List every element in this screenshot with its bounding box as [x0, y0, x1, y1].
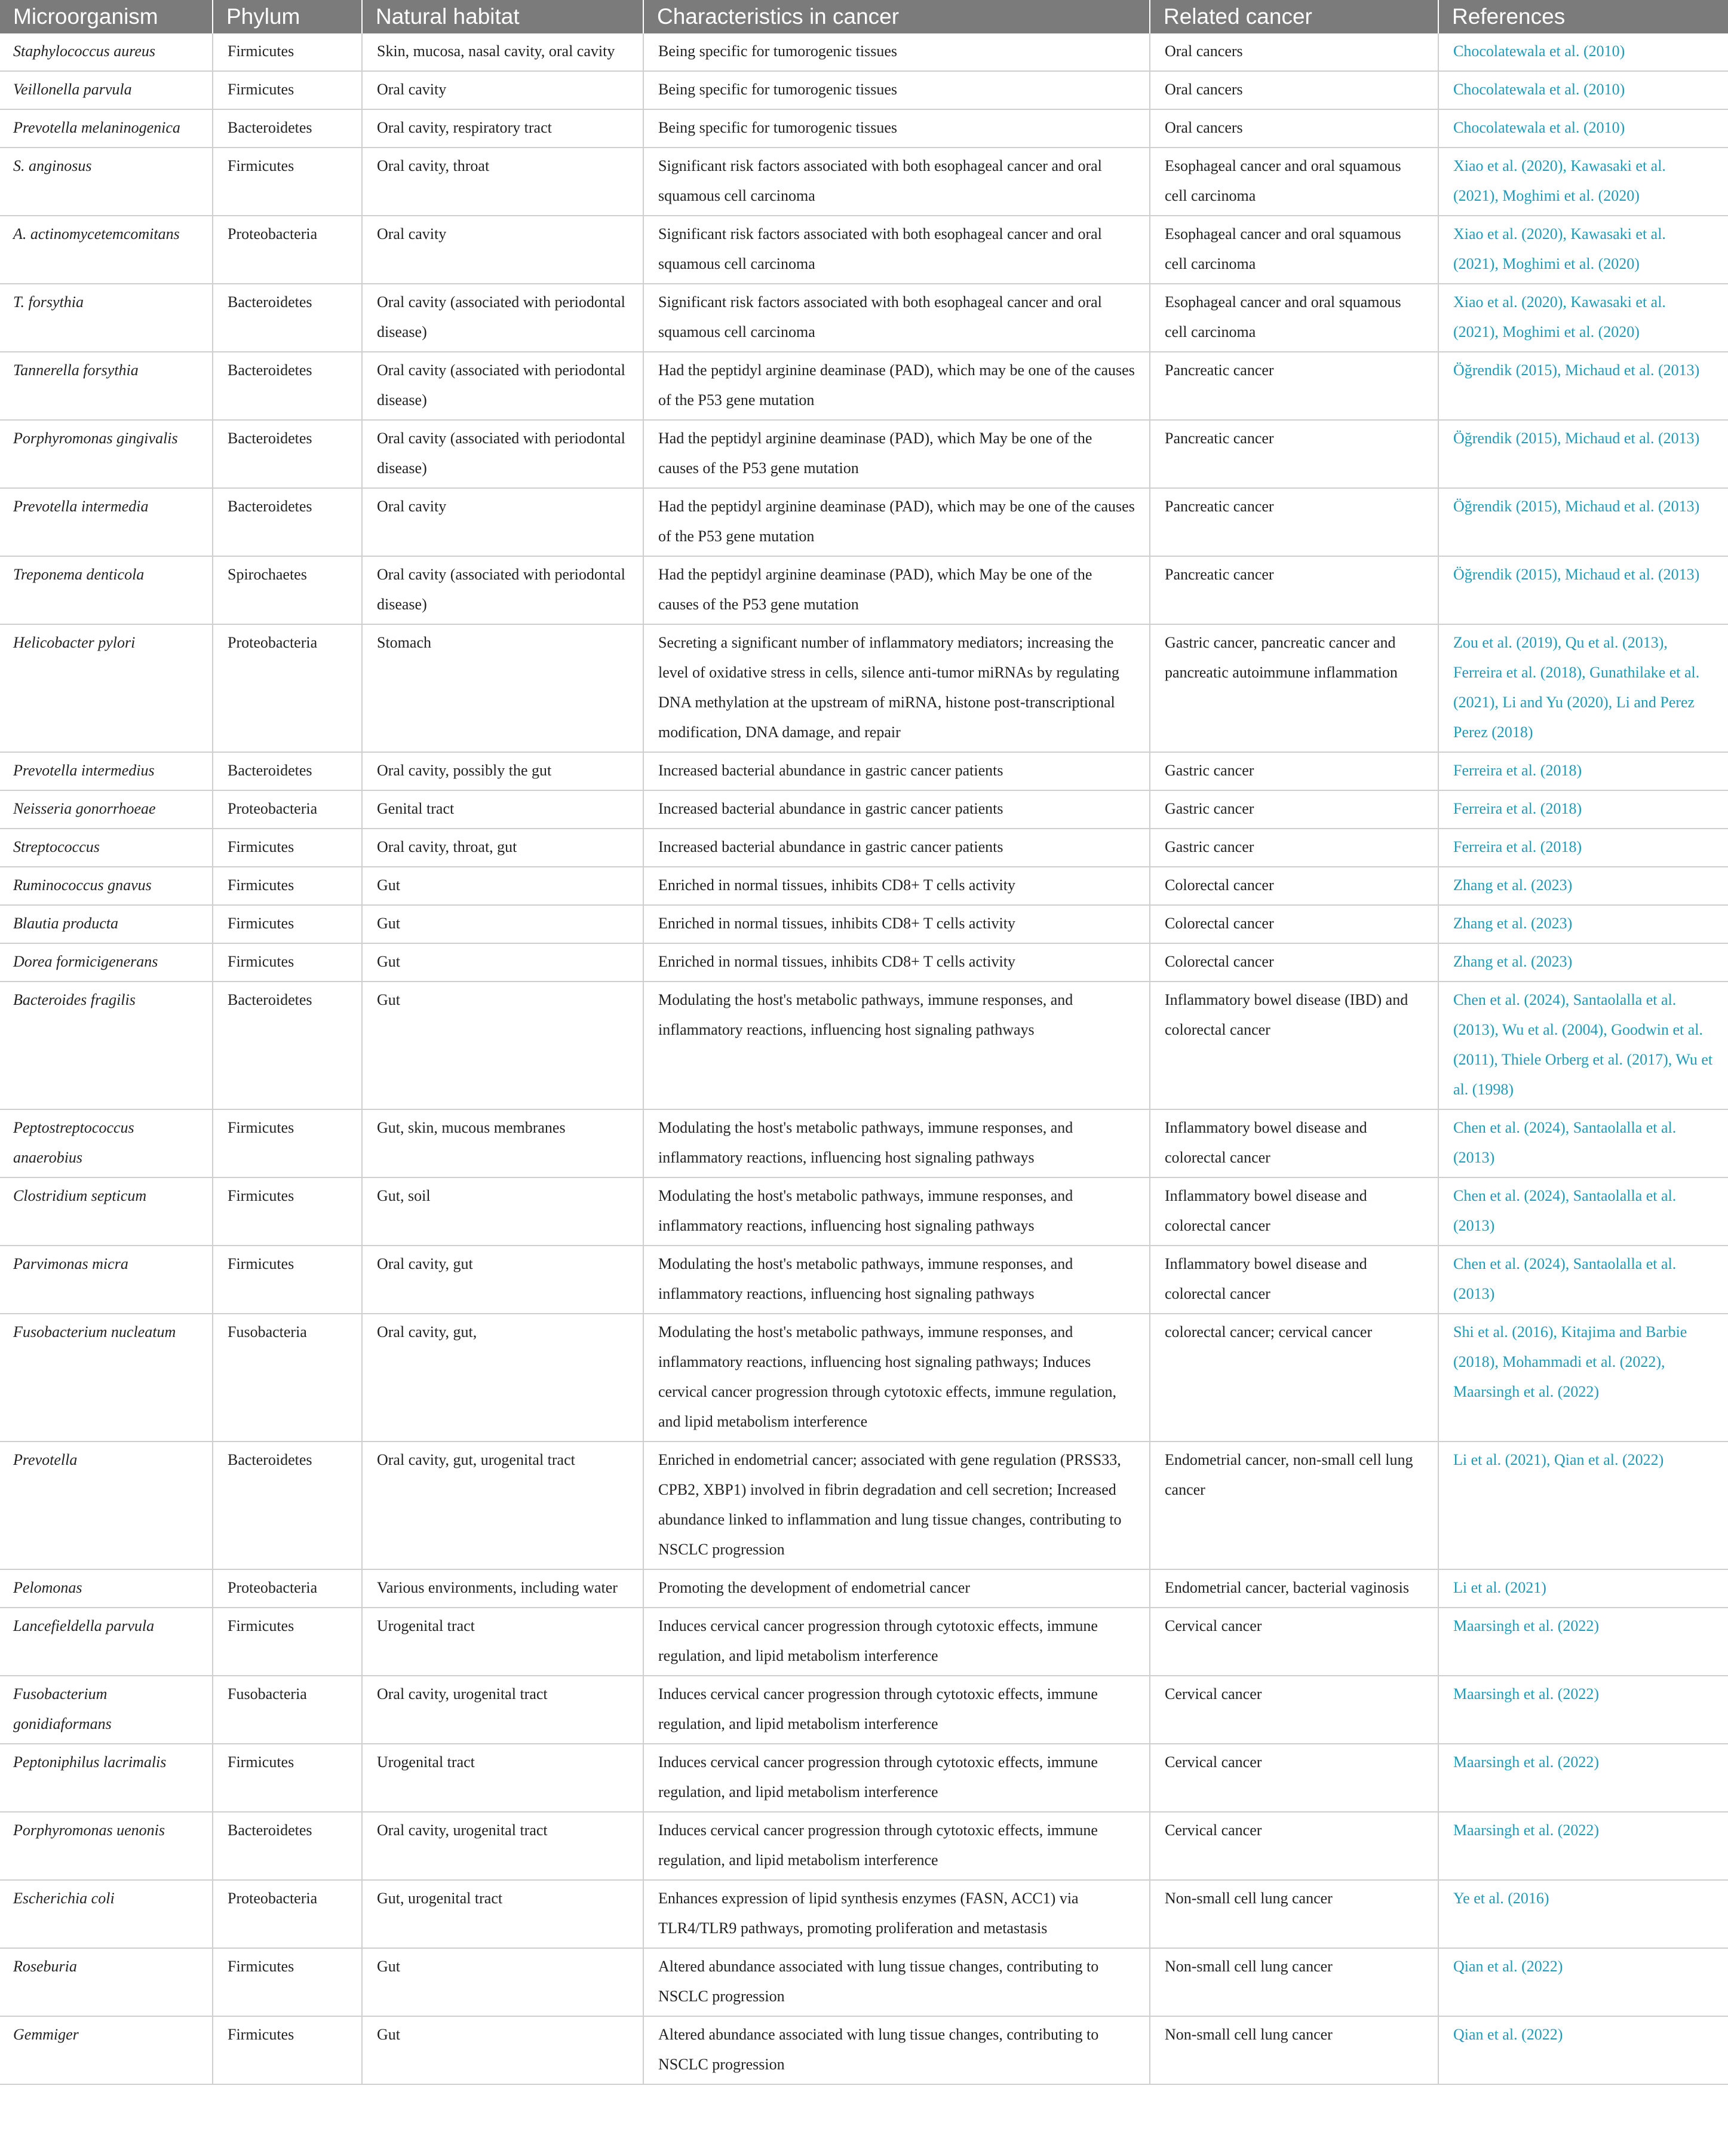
references-link[interactable]: Chocolatewala et al. (2010): [1438, 109, 1728, 148]
microorganism-cell: Ruminococcus gnavus: [0, 867, 213, 905]
characteristics-cell: Increased bacterial abundance in gastric cancer patients: [643, 829, 1150, 867]
table-row: [0, 1442, 1728, 1569]
characteristics-cell: Had the peptidyl arginine deaminase (PAD), which May be one of the causes of the P53 gene mutation: [643, 556, 1150, 624]
table-row: [0, 1177, 1728, 1246]
references-link[interactable]: Xiao et al. (2020), Kawasaki et al. (2021), Moghimi et al. (2020): [1438, 216, 1728, 284]
microorganism-cell: Helicobacter pylori: [0, 624, 213, 752]
phylum-cell: Bacteroidetes: [213, 752, 362, 790]
header-references: References: [1438, 0, 1728, 33]
related-cancer-cell: Colorectal cancer: [1150, 905, 1438, 943]
habitat-cell: Urogenital tract: [362, 1744, 643, 1812]
phylum-cell: Bacteroidetes: [213, 420, 362, 488]
phylum-cell: Firmicutes: [213, 829, 362, 867]
references-link[interactable]: Li et al. (2021): [1438, 1569, 1728, 1608]
habitat-cell: Oral cavity, throat, gut: [362, 829, 643, 867]
habitat-cell: Oral cavity, throat: [362, 148, 643, 216]
table-row: [0, 1880, 1728, 1948]
phylum-cell: Proteobacteria: [213, 624, 362, 752]
references-link[interactable]: Qian et al. (2022): [1438, 1948, 1728, 2016]
references-link[interactable]: Maarsingh et al. (2022): [1438, 1608, 1728, 1676]
references-link[interactable]: Qian et al. (2022): [1438, 2016, 1728, 2084]
microorganism-cell: T. forsythia: [0, 284, 213, 352]
related-cancer-cell: Gastric cancer: [1150, 829, 1438, 867]
table-row: [0, 905, 1728, 943]
phylum-cell: Spirochaetes: [213, 556, 362, 624]
habitat-cell: Oral cavity, urogenital tract: [362, 1676, 643, 1744]
references-link[interactable]: Chen et al. (2024), Santaolalla et al. (2013): [1438, 1109, 1728, 1177]
related-cancer-cell: Colorectal cancer: [1150, 867, 1438, 905]
references-link[interactable]: Öğrendik (2015), Michaud et al. (2013): [1438, 420, 1728, 488]
phylum-cell: Proteobacteria: [213, 1569, 362, 1608]
table-row: [0, 790, 1728, 829]
table-row: [0, 943, 1728, 982]
phylum-cell: Firmicutes: [213, 1246, 362, 1314]
characteristics-cell: Enhances expression of lipid synthesis enzymes (FASN, ACC1) via TLR4/TLR9 pathways, promoting proliferation and metastasis: [643, 1880, 1150, 1948]
habitat-cell: Gut: [362, 905, 643, 943]
microorganism-cell: Prevotella intermedius: [0, 752, 213, 790]
habitat-cell: Oral cavity, urogenital tract: [362, 1812, 643, 1880]
microorganism-cell: Gemmiger: [0, 2016, 213, 2084]
related-cancer-cell: Esophageal cancer and oral squamous cell carcinoma: [1150, 284, 1438, 352]
microorganism-cell: Blautia producta: [0, 905, 213, 943]
phylum-cell: Bacteroidetes: [213, 982, 362, 1109]
references-link[interactable]: Maarsingh et al. (2022): [1438, 1676, 1728, 1744]
related-cancer-cell: Colorectal cancer: [1150, 943, 1438, 982]
references-link[interactable]: Maarsingh et al. (2022): [1438, 1812, 1728, 1880]
references-link[interactable]: Öğrendik (2015), Michaud et al. (2013): [1438, 488, 1728, 556]
microorganism-cell: Dorea formicigenerans: [0, 943, 213, 982]
references-link[interactable]: Xiao et al. (2020), Kawasaki et al. (2021), Moghimi et al. (2020): [1438, 284, 1728, 352]
table-row: [0, 1608, 1728, 1676]
habitat-cell: Gut: [362, 982, 643, 1109]
phylum-cell: Bacteroidetes: [213, 488, 362, 556]
table-row: [0, 420, 1728, 488]
phylum-cell: Fusobacteria: [213, 1676, 362, 1744]
phylum-cell: Firmicutes: [213, 1608, 362, 1676]
habitat-cell: Various environments, including water: [362, 1569, 643, 1608]
characteristics-cell: Significant risk factors associated with both esophageal cancer and oral squamous cell carcinoma: [643, 148, 1150, 216]
phylum-cell: Proteobacteria: [213, 790, 362, 829]
phylum-cell: Proteobacteria: [213, 216, 362, 284]
microorganism-cell: Pelomonas: [0, 1569, 213, 1608]
references-link[interactable]: Öğrendik (2015), Michaud et al. (2013): [1438, 352, 1728, 420]
characteristics-cell: Induces cervical cancer progression through cytotoxic effects, immune regulation, and lipid metabolism interference: [643, 1608, 1150, 1676]
characteristics-cell: Had the peptidyl arginine deaminase (PAD), which may be one of the causes of the P53 gene mutation: [643, 352, 1150, 420]
header-row: [0, 0, 1728, 33]
related-cancer-cell: Gastric cancer, pancreatic cancer and pancreatic autoimmune inflammation: [1150, 624, 1438, 752]
characteristics-cell: Altered abundance associated with lung tissue changes, contributing to NSCLC progression: [643, 2016, 1150, 2084]
table-row: [0, 1744, 1728, 1812]
table-row: [0, 1314, 1728, 1442]
phylum-cell: Firmicutes: [213, 148, 362, 216]
phylum-cell: Firmicutes: [213, 867, 362, 905]
related-cancer-cell: Pancreatic cancer: [1150, 352, 1438, 420]
microorganism-cell: Bacteroides fragilis: [0, 982, 213, 1109]
related-cancer-cell: Cervical cancer: [1150, 1744, 1438, 1812]
phylum-cell: Bacteroidetes: [213, 352, 362, 420]
references-link[interactable]: Zhang et al. (2023): [1438, 867, 1728, 905]
habitat-cell: Oral cavity, possibly the gut: [362, 752, 643, 790]
table-row: [0, 71, 1728, 109]
habitat-cell: Oral cavity (associated with periodontal disease): [362, 284, 643, 352]
microorganism-cell: Peptostreptococcus anaerobius: [0, 1109, 213, 1177]
microorganism-cell: Peptoniphilus lacrimalis: [0, 1744, 213, 1812]
table-row: [0, 33, 1728, 71]
characteristics-cell: Modulating the host's metabolic pathways, immune responses, and inflammatory reactions, influencing host signaling pathways: [643, 1109, 1150, 1177]
header-characteristics: Characteristics in cancer: [643, 0, 1150, 33]
related-cancer-cell: Endometrial cancer, non-small cell lung cancer: [1150, 1442, 1438, 1569]
habitat-cell: Oral cavity: [362, 216, 643, 284]
related-cancer-cell: Gastric cancer: [1150, 752, 1438, 790]
references-link[interactable]: Zhang et al. (2023): [1438, 943, 1728, 982]
habitat-cell: Oral cavity, gut,: [362, 1314, 643, 1442]
microorganism-cell: Veillonella parvula: [0, 71, 213, 109]
related-cancer-cell: Cervical cancer: [1150, 1812, 1438, 1880]
related-cancer-cell: Endometrial cancer, bacterial vaginosis: [1150, 1569, 1438, 1608]
table-row: [0, 2016, 1728, 2084]
references-link[interactable]: Chen et al. (2024), Santaolalla et al. (2013), Wu et al. (2004), Goodwin et al. (2011), Thiele Orberg et al. (2017), Wu et al. (1998): [1438, 982, 1728, 1109]
related-cancer-cell: Pancreatic cancer: [1150, 556, 1438, 624]
related-cancer-cell: Pancreatic cancer: [1150, 488, 1438, 556]
phylum-cell: Proteobacteria: [213, 1880, 362, 1948]
microorganism-cell: Roseburia: [0, 1948, 213, 2016]
microorganism-cell: Fusobacterium gonidiaformans: [0, 1676, 213, 1744]
header-phylum: Phylum: [213, 0, 362, 33]
table-row: [0, 752, 1728, 790]
table-row: [0, 148, 1728, 216]
microorganism-cell: A. actinomycetemcomitans: [0, 216, 213, 284]
habitat-cell: Gut, urogenital tract: [362, 1880, 643, 1948]
related-cancer-cell: Inflammatory bowel disease and colorectal cancer: [1150, 1109, 1438, 1177]
microorganism-cell: Parvimonas micra: [0, 1246, 213, 1314]
references-link[interactable]: Chocolatewala et al. (2010): [1438, 33, 1728, 71]
habitat-cell: Oral cavity, gut, urogenital tract: [362, 1442, 643, 1569]
habitat-cell: Gut: [362, 943, 643, 982]
microorganism-cell: Lancefieldella parvula: [0, 1608, 213, 1676]
habitat-cell: Oral cavity (associated with periodontal disease): [362, 420, 643, 488]
phylum-cell: Firmicutes: [213, 1177, 362, 1246]
table-row: [0, 1109, 1728, 1177]
table-row: [0, 488, 1728, 556]
habitat-cell: Gut: [362, 867, 643, 905]
characteristics-cell: Significant risk factors associated with both esophageal cancer and oral squamous cell carcinoma: [643, 284, 1150, 352]
microorganism-cell: Fusobacterium nucleatum: [0, 1314, 213, 1442]
table-row: [0, 556, 1728, 624]
characteristics-cell: Significant risk factors associated with both esophageal cancer and oral squamous cell carcinoma: [643, 216, 1150, 284]
references-link[interactable]: Li et al. (2021), Qian et al. (2022): [1438, 1442, 1728, 1569]
habitat-cell: Genital tract: [362, 790, 643, 829]
microorganism-cell: Porphyromonas gingivalis: [0, 420, 213, 488]
microorganism-cell: Prevotella melaninogenica: [0, 109, 213, 148]
table-row: [0, 352, 1728, 420]
characteristics-cell: Being specific for tumorogenic tissues: [643, 33, 1150, 71]
microorganism-cell: Tannerella forsythia: [0, 352, 213, 420]
phylum-cell: Firmicutes: [213, 2016, 362, 2084]
phylum-cell: Fusobacteria: [213, 1314, 362, 1442]
references-link[interactable]: Chen et al. (2024), Santaolalla et al. (2013): [1438, 1177, 1728, 1246]
related-cancer-cell: Oral cancers: [1150, 109, 1438, 148]
phylum-cell: Firmicutes: [213, 943, 362, 982]
references-link[interactable]: Ferreira et al. (2018): [1438, 752, 1728, 790]
characteristics-cell: Modulating the host's metabolic pathways, immune responses, and inflammatory reactions, influencing host signaling pathways: [643, 1177, 1150, 1246]
header-related-cancer: Related cancer: [1150, 0, 1438, 33]
table-row: [0, 1246, 1728, 1314]
habitat-cell: Oral cavity (associated with periodontal disease): [362, 352, 643, 420]
references-link[interactable]: Chen et al. (2024), Santaolalla et al. (2013): [1438, 1246, 1728, 1314]
characteristics-cell: Induces cervical cancer progression through cytotoxic effects, immune regulation, and lipid metabolism interference: [643, 1744, 1150, 1812]
microorganism-cell: Escherichia coli: [0, 1880, 213, 1948]
habitat-cell: Oral cavity, respiratory tract: [362, 109, 643, 148]
phylum-cell: Bacteroidetes: [213, 1812, 362, 1880]
characteristics-cell: Induces cervical cancer progression through cytotoxic effects, immune regulation, and lipid metabolism interference: [643, 1676, 1150, 1744]
related-cancer-cell: Non-small cell lung cancer: [1150, 1948, 1438, 2016]
microorganism-cell: Clostridium septicum: [0, 1177, 213, 1246]
habitat-cell: Urogenital tract: [362, 1608, 643, 1676]
table-body: [0, 33, 1728, 2084]
table-row: [0, 1676, 1728, 1744]
header-natural-habitat: Natural habitat: [362, 0, 643, 33]
table-row: [0, 216, 1728, 284]
header-microorganism: Microorganism: [0, 0, 213, 33]
references-link[interactable]: Zou et al. (2019), Qu et al. (2013), Ferreira et al. (2018), Gunathilake et al. (2021), Li and Yu (2020), Li and Perez Perez (2018): [1438, 624, 1728, 752]
habitat-cell: Oral cavity, gut: [362, 1246, 643, 1314]
habitat-cell: Oral cavity (associated with periodontal disease): [362, 556, 643, 624]
phylum-cell: Firmicutes: [213, 905, 362, 943]
characteristics-cell: Increased bacterial abundance in gastric cancer patients: [643, 752, 1150, 790]
phylum-cell: Bacteroidetes: [213, 109, 362, 148]
table-row: [0, 829, 1728, 867]
phylum-cell: Firmicutes: [213, 71, 362, 109]
references-link[interactable]: Ferreira et al. (2018): [1438, 790, 1728, 829]
related-cancer-cell: Cervical cancer: [1150, 1676, 1438, 1744]
microorganism-cell: Treponema denticola: [0, 556, 213, 624]
related-cancer-cell: Gastric cancer: [1150, 790, 1438, 829]
phylum-cell: Firmicutes: [213, 33, 362, 71]
microorganism-cell: Porphyromonas uenonis: [0, 1812, 213, 1880]
related-cancer-cell: Oral cancers: [1150, 71, 1438, 109]
phylum-cell: Firmicutes: [213, 1109, 362, 1177]
characteristics-cell: Modulating the host's metabolic pathways, immune responses, and inflammatory reactions, influencing host signaling pathways; Induces cervical cancer progression through cytotoxic effects, immune regulation, and lipid metabolism interference: [643, 1314, 1150, 1442]
microorganism-cell: Neisseria gonorrhoeae: [0, 790, 213, 829]
characteristics-cell: Enriched in normal tissues, inhibits CD8+ T cells activity: [643, 943, 1150, 982]
related-cancer-cell: Non-small cell lung cancer: [1150, 2016, 1438, 2084]
characteristics-cell: Induces cervical cancer progression through cytotoxic effects, immune regulation, and lipid metabolism interference: [643, 1812, 1150, 1880]
characteristics-cell: Altered abundance associated with lung tissue changes, contributing to NSCLC progression: [643, 1948, 1150, 2016]
related-cancer-cell: Inflammatory bowel disease (IBD) and colorectal cancer: [1150, 982, 1438, 1109]
microorganism-cell: S. anginosus: [0, 148, 213, 216]
references-link[interactable]: Xiao et al. (2020), Kawasaki et al. (2021), Moghimi et al. (2020): [1438, 148, 1728, 216]
table-row: [0, 867, 1728, 905]
related-cancer-cell: Pancreatic cancer: [1150, 420, 1438, 488]
habitat-cell: Gut: [362, 1948, 643, 2016]
related-cancer-cell: colorectal cancer; cervical cancer: [1150, 1314, 1438, 1442]
phylum-cell: Firmicutes: [213, 1744, 362, 1812]
characteristics-cell: Increased bacterial abundance in gastric cancer patients: [643, 790, 1150, 829]
microorganism-cell: Prevotella: [0, 1442, 213, 1569]
related-cancer-cell: Esophageal cancer and oral squamous cell carcinoma: [1150, 148, 1438, 216]
habitat-cell: Gut, skin, mucous membranes: [362, 1109, 643, 1177]
table-row: [0, 109, 1728, 148]
table-row: [0, 624, 1728, 752]
related-cancer-cell: Non-small cell lung cancer: [1150, 1880, 1438, 1948]
habitat-cell: Stomach: [362, 624, 643, 752]
phylum-cell: Bacteroidetes: [213, 284, 362, 352]
phylum-cell: Firmicutes: [213, 1948, 362, 2016]
microorganism-cell: Prevotella intermedia: [0, 488, 213, 556]
related-cancer-cell: Oral cancers: [1150, 33, 1438, 71]
characteristics-cell: Enriched in normal tissues, inhibits CD8+ T cells activity: [643, 905, 1150, 943]
characteristics-cell: Modulating the host's metabolic pathways, immune responses, and inflammatory reactions, influencing host signaling pathways: [643, 1246, 1150, 1314]
habitat-cell: Oral cavity: [362, 71, 643, 109]
references-link[interactable]: Ferreira et al. (2018): [1438, 829, 1728, 867]
habitat-cell: Gut: [362, 2016, 643, 2084]
references-link[interactable]: Maarsingh et al. (2022): [1438, 1744, 1728, 1812]
phylum-cell: Bacteroidetes: [213, 1442, 362, 1569]
characteristics-cell: Being specific for tumorogenic tissues: [643, 71, 1150, 109]
references-link[interactable]: Öğrendik (2015), Michaud et al. (2013): [1438, 556, 1728, 624]
characteristics-cell: Had the peptidyl arginine deaminase (PAD), which May be one of the causes of the P53 gene mutation: [643, 420, 1150, 488]
table-row: [0, 1812, 1728, 1880]
references-link[interactable]: Zhang et al. (2023): [1438, 905, 1728, 943]
table-row: [0, 982, 1728, 1109]
table-row: [0, 1569, 1728, 1608]
references-link[interactable]: Shi et al. (2016), Kitajima and Barbie (2018), Mohammadi et al. (2022), Maarsingh et al. (2022): [1438, 1314, 1728, 1442]
references-link[interactable]: Chocolatewala et al. (2010): [1438, 71, 1728, 109]
table-row: [0, 1948, 1728, 2016]
related-cancer-cell: Cervical cancer: [1150, 1608, 1438, 1676]
habitat-cell: Gut, soil: [362, 1177, 643, 1246]
related-cancer-cell: Inflammatory bowel disease and colorectal cancer: [1150, 1177, 1438, 1246]
table-header: [0, 0, 1728, 33]
table-row: [0, 284, 1728, 352]
characteristics-cell: Being specific for tumorogenic tissues: [643, 109, 1150, 148]
references-link[interactable]: Ye et al. (2016): [1438, 1880, 1728, 1948]
related-cancer-cell: Esophageal cancer and oral squamous cell carcinoma: [1150, 216, 1438, 284]
microorganism-cell: Streptococcus: [0, 829, 213, 867]
characteristics-cell: Had the peptidyl arginine deaminase (PAD), which may be one of the causes of the P53 gene mutation: [643, 488, 1150, 556]
characteristics-cell: Promoting the development of endometrial cancer: [643, 1569, 1150, 1608]
microorganism-cell: Staphylococcus aureus: [0, 33, 213, 71]
habitat-cell: Oral cavity: [362, 488, 643, 556]
characteristics-cell: Enriched in normal tissues, inhibits CD8+ T cells activity: [643, 867, 1150, 905]
characteristics-cell: Secreting a significant number of inflammatory mediators; increasing the level of oxidative stress in cells, silence anti-tumor miRNAs by regulating DNA methylation at the upstream of miRNA, histone post-transcriptional modification, DNA damage, and repair: [643, 624, 1150, 752]
characteristics-cell: Enriched in endometrial cancer; associated with gene regulation (PRSS33, CPB2, XBP1) involved in fibrin degradation and cell secretion; Increased abundance linked to inflammation and lung tissue changes, contributing to NSCLC progression: [643, 1442, 1150, 1569]
habitat-cell: Skin, mucosa, nasal cavity, oral cavity: [362, 33, 643, 71]
characteristics-cell: Modulating the host's metabolic pathways, immune responses, and inflammatory reactions, influencing host signaling pathways: [643, 982, 1150, 1109]
related-cancer-cell: Inflammatory bowel disease and colorectal cancer: [1150, 1246, 1438, 1314]
